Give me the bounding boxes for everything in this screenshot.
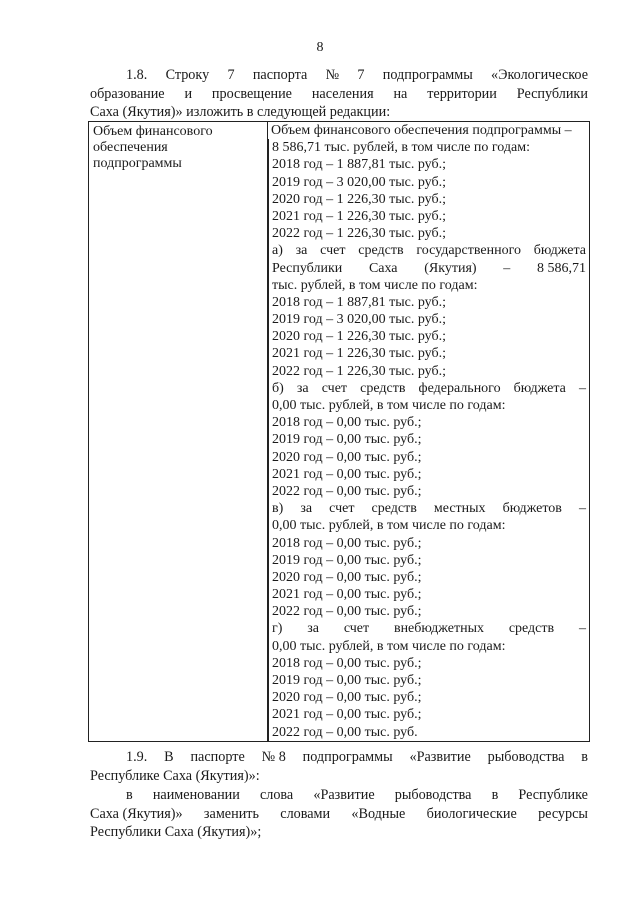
page-number: 8 [316,40,324,55]
text-segment: 2018 год – 0,00 тыс. руб.; [272,655,422,671]
text-segment: 2022 год – 1 226,30 тыс. руб.; [272,363,446,379]
row-label-line: Объем финансового [93,124,213,139]
text-segment: 8 586,71 тыс. рублей, в том числе по годам: [272,140,530,156]
value-line [268,414,589,431]
text-segment: (Якутия) [424,260,477,276]
text-segment: счет [320,243,346,259]
value-line [268,174,589,191]
value-line [268,139,589,156]
text-segment: ресурсы [538,805,588,822]
value-line [268,535,589,552]
text-segment: Саха (Якутия)» изложить в следующей редакции: [90,104,391,120]
text-segment: в [126,787,133,803]
text-segment: «Развитие [409,749,471,765]
paragraph-line [126,748,588,767]
text-segment: тыс. рублей, в том числе по годам: [272,277,478,293]
text-segment: Республики [272,260,343,276]
value-line [268,191,589,208]
paragraph-line [126,786,588,805]
text-segment: средств [508,621,555,637]
row-label-line: обеспечения [93,140,168,155]
text-segment: паспорта [252,67,308,83]
text-segment: 2018 год – 1 887,81 тыс. руб.; [272,157,446,173]
text-segment: 2022 год – 0,00 тыс. руб. [272,724,418,740]
value-line [268,620,589,637]
text-segment: 2020 год – 1 226,30 тыс. руб.; [272,191,446,207]
text-segment: 2018 год – 0,00 тыс. руб.; [272,535,422,551]
text-segment: счет [329,501,355,517]
text-segment: рыбоводства [487,749,565,765]
text-segment: образование [90,85,165,102]
text-segment: словами [280,805,331,822]
text-segment: г) [272,621,283,637]
value-line [268,397,589,414]
value-line [268,483,589,500]
value-line [268,311,589,328]
text-segment: биологические [426,805,517,822]
value-line [268,586,589,603]
text-segment: 1.8. [126,67,148,83]
value-line [268,672,589,689]
text-segment: 2022 год – 0,00 тыс. руб.; [272,604,422,620]
text-segment: «Экологическое [491,67,588,83]
paragraph-line [126,66,588,85]
value-line [268,500,589,517]
text-segment: б) [272,380,284,396]
text-segment: 2018 год – 1 887,81 тыс. руб.; [272,294,446,310]
text-segment: а) [272,243,283,259]
text-segment: за [300,501,313,517]
text-segment: 2020 год – 0,00 тыс. руб.; [272,690,422,706]
text-segment: – [578,501,586,517]
paragraph-1-8 [90,66,588,122]
text-segment: счет [321,380,348,396]
text-segment: внебюджетных [393,621,484,637]
value-line [268,294,589,311]
text-segment: 0,00 тыс. рублей, в том числе по годам: [272,398,506,413]
value-line [268,449,589,466]
text-segment: 2021 год – 0,00 тыс. руб.; [272,466,422,482]
paragraph-line [90,103,588,122]
text-segment: 2021 год – 1 226,30 тыс. руб.; [272,346,446,362]
value-line [268,603,589,620]
text-segment: 7 [357,67,365,83]
text-segment: 2021 год – 1 226,30 тыс. руб.; [272,208,446,224]
text-segment: за [307,621,319,637]
text-segment: слова [259,787,294,803]
text-segment: 2020 год – 1 226,30 тыс. руб.; [272,329,446,345]
row-value-cell [268,122,590,742]
text-segment: Республики Саха (Якутия)»; [90,824,262,840]
value-line [268,517,589,534]
text-segment: 2019 год – 3 020,00 тыс. руб.; [272,312,446,328]
text-segment: 2022 год – 1 226,30 тыс. руб.; [272,226,446,242]
text-segment: в [491,787,499,803]
text-segment: подпрограммы [382,67,473,83]
text-segment: 8 586,71 [536,260,586,276]
value-line [268,655,589,672]
text-segment: бюджетов [502,501,562,517]
text-segment: – [578,621,586,637]
text-segment: на [393,85,408,102]
value-line [268,242,589,259]
text-segment: в [581,749,588,765]
value-line [268,689,589,706]
value-line [268,277,589,294]
text-segment: 0,00 тыс. рублей, в том числе по годам: [272,638,506,654]
table-row [89,122,590,742]
paragraph-line [90,805,588,824]
text-segment: заменить [203,805,259,822]
value-line [268,345,589,362]
text-segment: в) [272,501,284,517]
text-segment: 1.9. [126,749,148,765]
text-segment: средств [360,380,406,396]
text-segment: 2020 год – 0,00 тыс. руб.; [272,449,422,465]
text-segment: территории [427,85,497,102]
text-segment: бюджета [533,243,586,259]
text-segment: счет [343,621,370,637]
text-segment: 0,00 тыс. рублей, в том числе по годам: [272,518,506,534]
paragraph-line [90,85,588,104]
text-segment: 2021 год – 0,00 тыс. руб.; [272,587,422,603]
row-label-cell [89,122,268,742]
text-segment: за [296,380,309,396]
value-line [268,706,589,723]
text-segment: 2019 год – 0,00 тыс. руб.; [272,552,422,568]
value-line [268,638,589,655]
value-line [268,569,589,586]
text-segment: 7 [227,67,235,83]
text-segment: государственного [416,243,522,259]
row-label-line: подпрограммы [93,156,182,171]
passport-table [88,121,590,742]
value-line [268,724,589,741]
text-segment: № [325,67,340,83]
text-segment: 2020 год – 0,00 тыс. руб.; [272,569,422,585]
text-segment: 2019 год – 3 020,00 тыс. руб.; [272,174,446,190]
text-segment: Республике [518,787,588,803]
text-segment: местных [433,501,486,517]
text-segment: № 8 [261,749,286,765]
value-line [268,260,589,277]
text-segment: средств [358,243,404,259]
paragraph-line [90,823,588,842]
text-segment: Саха (Якутия)» [90,805,183,822]
value-line [268,552,589,569]
text-segment: Республики [516,85,588,102]
text-segment: федерального [418,380,501,396]
value-line [268,431,589,448]
text-segment: просвещение [211,85,292,102]
value-line [268,225,589,242]
text-segment: Строку [165,67,210,83]
text-segment: наименовании [152,787,240,803]
text-segment: за [295,243,308,259]
value-line [268,363,589,380]
paragraph-1-9-amendment [90,786,588,842]
text-segment: Объем финансового обеспечения подпрограммы – [271,123,572,138]
text-segment: подпрограммы [302,749,393,765]
text-segment: 2019 год – 0,00 тыс. руб.; [272,432,422,448]
text-segment: населения [311,85,374,102]
text-segment: – [578,380,586,396]
text-segment: паспорте [190,749,245,765]
text-segment: 2019 год – 0,00 тыс. руб.; [272,673,422,688]
value-line [268,466,589,483]
text-segment: бюджета [513,380,566,396]
value-line [268,380,589,397]
value-line [268,208,589,225]
text-segment: рыбоводства [394,787,472,803]
text-segment: Республике Саха (Якутия)»: [90,767,260,784]
value-line [268,122,589,139]
text-segment: – [503,260,511,276]
text-segment: В [164,749,174,765]
text-segment: 2018 год – 0,00 тыс. руб.; [272,415,422,431]
text-segment: 2021 год – 0,00 тыс. руб.; [272,707,422,723]
text-segment: Саха [368,260,398,276]
text-segment: «Развитие [313,787,375,803]
text-segment: 2022 год – 0,00 тыс. руб.; [272,483,422,499]
text-segment: «Водные [351,805,406,822]
paragraph-line [90,767,588,786]
value-line [268,328,589,345]
text-segment: и [184,85,193,102]
text-segment: средств [371,501,417,517]
paragraph-1-9 [90,748,588,785]
value-line [268,156,589,173]
